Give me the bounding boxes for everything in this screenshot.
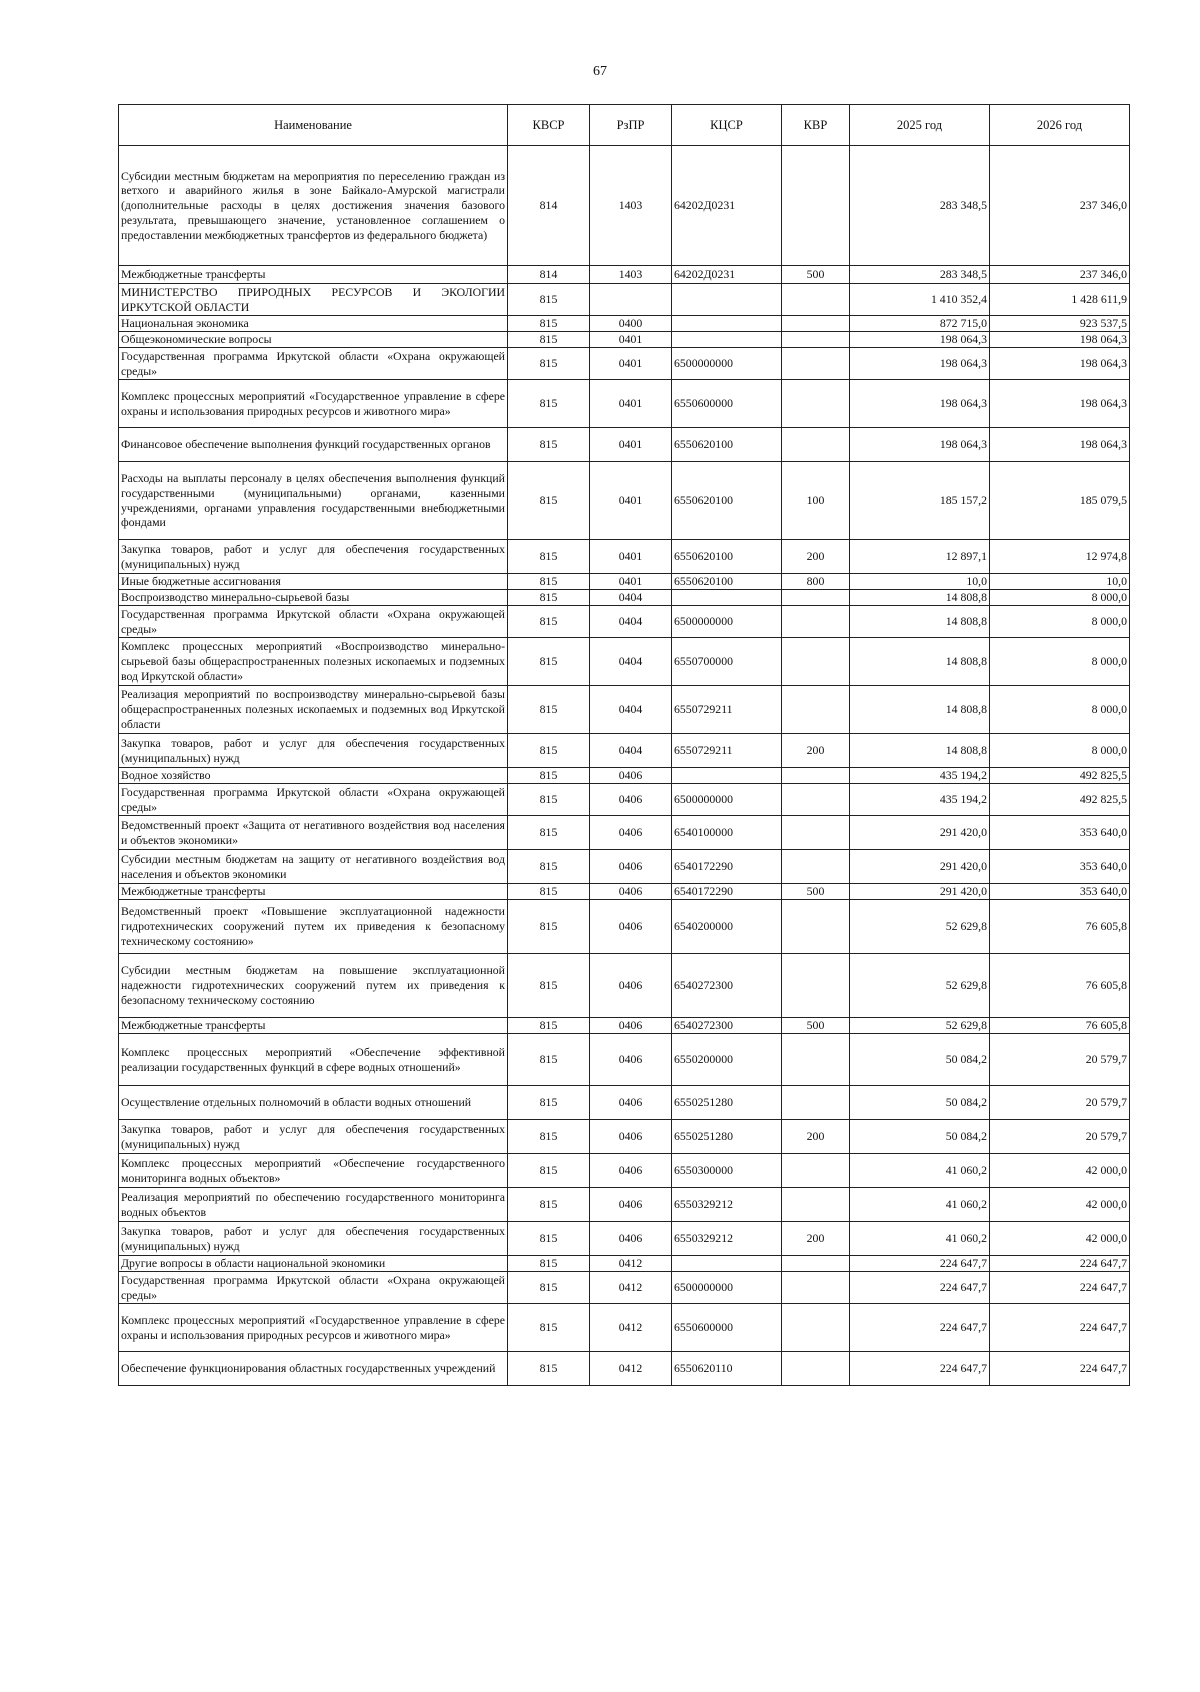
cell-kvr	[782, 316, 850, 332]
cell-kvsr: 814	[508, 146, 590, 266]
cell-2025: 224 647,7	[850, 1352, 990, 1386]
table-row	[119, 900, 1130, 954]
cell-2025: 10,0	[850, 574, 990, 590]
cell-rzpr: 0404	[590, 606, 672, 638]
cell-rzpr: 0412	[590, 1304, 672, 1352]
cell-kcsr: 6550300000	[672, 1154, 782, 1188]
cell-rzpr: 0406	[590, 1188, 672, 1222]
cell-kcsr: 6550700000	[672, 638, 782, 686]
cell-2025: 224 647,7	[850, 1304, 990, 1352]
cell-kvsr: 815	[508, 850, 590, 884]
cell-kcsr: 6540272300	[672, 954, 782, 1018]
cell-kvsr: 815	[508, 1120, 590, 1154]
cell-2025: 14 808,8	[850, 590, 990, 606]
cell-kcsr	[672, 590, 782, 606]
cell-rzpr: 0406	[590, 768, 672, 784]
cell-kcsr	[672, 332, 782, 348]
cell-2026: 185 079,5	[990, 462, 1130, 540]
table-row	[119, 1304, 1130, 1352]
cell-kvsr: 815	[508, 428, 590, 462]
table-row	[119, 266, 1130, 284]
cell-kvr: 100	[782, 462, 850, 540]
cell-kcsr: 6540172290	[672, 850, 782, 884]
cell-rzpr: 0406	[590, 900, 672, 954]
cell-rzpr: 0412	[590, 1352, 672, 1386]
cell-2025: 291 420,0	[850, 850, 990, 884]
cell-kvr: 500	[782, 1018, 850, 1034]
cell-name: Закупка товаров, работ и услуг для обеспечения государственных (муниципальных) нужд	[119, 1120, 508, 1154]
cell-kvsr: 815	[508, 590, 590, 606]
cell-rzpr: 0406	[590, 1034, 672, 1086]
cell-kcsr: 6550620110	[672, 1352, 782, 1386]
table-row	[119, 146, 1130, 266]
cell-name: Комплекс процессных мероприятий «Государственное управление в сфере охраны и использования природных ресурсов и животного мира»	[119, 1304, 508, 1352]
cell-2026: 237 346,0	[990, 266, 1130, 284]
table-row	[119, 768, 1130, 784]
table-row	[119, 734, 1130, 768]
cell-kvsr: 815	[508, 954, 590, 1018]
cell-kvsr: 815	[508, 1256, 590, 1272]
cell-2026: 76 605,8	[990, 954, 1130, 1018]
cell-kvr: 500	[782, 266, 850, 284]
cell-rzpr: 1403	[590, 266, 672, 284]
cell-kvr	[782, 1034, 850, 1086]
table-row	[119, 284, 1130, 316]
cell-2026: 237 346,0	[990, 146, 1130, 266]
cell-2026: 224 647,7	[990, 1352, 1130, 1386]
cell-2026: 8 000,0	[990, 686, 1130, 734]
header-kcsr: КЦСР	[672, 105, 782, 146]
cell-kvr	[782, 1188, 850, 1222]
cell-name: Воспроизводство минерально-сырьевой базы	[119, 590, 508, 606]
cell-kvsr: 815	[508, 686, 590, 734]
cell-kvr	[782, 1352, 850, 1386]
cell-kvr: 200	[782, 1222, 850, 1256]
table-row	[119, 348, 1130, 380]
cell-rzpr: 0401	[590, 574, 672, 590]
cell-rzpr: 0406	[590, 1154, 672, 1188]
cell-name: Государственная программа Иркутской области «Охрана окружающей среды»	[119, 606, 508, 638]
cell-2025: 41 060,2	[850, 1222, 990, 1256]
cell-name: Реализация мероприятий по воспроизводству минерально-сырьевой базы общераспространенных полезных ископаемых и подземных вод Иркутской области	[119, 686, 508, 734]
cell-kvsr: 815	[508, 1188, 590, 1222]
cell-kcsr: 6550620100	[672, 540, 782, 574]
cell-kvr	[782, 850, 850, 884]
cell-kcsr: 6550600000	[672, 380, 782, 428]
cell-2025: 435 194,2	[850, 784, 990, 816]
cell-2026: 20 579,7	[990, 1034, 1130, 1086]
cell-kvr	[782, 816, 850, 850]
cell-name: МИНИСТЕРСТВО ПРИРОДНЫХ РЕСУРСОВ И ЭКОЛОГИИ ИРКУТСКОЙ ОБЛАСТИ	[119, 284, 508, 316]
cell-2026: 8 000,0	[990, 638, 1130, 686]
cell-2026: 224 647,7	[990, 1272, 1130, 1304]
cell-name: Комплекс процессных мероприятий «Воспроизводство минерально-сырьевой базы общераспространенных полезных ископаемых и подземных вод Иркутской области»	[119, 638, 508, 686]
cell-kvr: 500	[782, 884, 850, 900]
cell-kvr: 200	[782, 540, 850, 574]
cell-kcsr: 6550620100	[672, 462, 782, 540]
table-row	[119, 784, 1130, 816]
cell-name: Субсидии местным бюджетам на защиту от негативного воздействия вод населения и объектов экономики	[119, 850, 508, 884]
cell-2025: 198 064,3	[850, 348, 990, 380]
cell-2025: 291 420,0	[850, 816, 990, 850]
cell-rzpr: 0406	[590, 1086, 672, 1120]
table-row	[119, 1034, 1130, 1086]
cell-kvsr: 815	[508, 1018, 590, 1034]
cell-2026: 492 825,5	[990, 768, 1130, 784]
cell-kvr	[782, 590, 850, 606]
cell-kcsr: 6550600000	[672, 1304, 782, 1352]
cell-kvr: 200	[782, 734, 850, 768]
cell-2025: 198 064,3	[850, 380, 990, 428]
cell-2026: 76 605,8	[990, 1018, 1130, 1034]
cell-kvr	[782, 900, 850, 954]
header-2026: 2026 год	[990, 105, 1130, 146]
cell-kvsr: 815	[508, 884, 590, 900]
cell-2026: 492 825,5	[990, 784, 1130, 816]
cell-2026: 42 000,0	[990, 1154, 1130, 1188]
cell-rzpr: 0400	[590, 316, 672, 332]
cell-kcsr: 6550329212	[672, 1222, 782, 1256]
cell-kvsr: 815	[508, 332, 590, 348]
cell-2025: 14 808,8	[850, 606, 990, 638]
cell-kcsr: 6500000000	[672, 1272, 782, 1304]
cell-2026: 76 605,8	[990, 900, 1130, 954]
cell-name: Закупка товаров, работ и услуг для обеспечения государственных (муниципальных) нужд	[119, 734, 508, 768]
cell-kvsr: 814	[508, 266, 590, 284]
cell-2026: 198 064,3	[990, 348, 1130, 380]
cell-name: Финансовое обеспечение выполнения функций государственных органов	[119, 428, 508, 462]
cell-kvsr: 815	[508, 316, 590, 332]
cell-2026: 8 000,0	[990, 590, 1130, 606]
cell-name: Комплекс процессных мероприятий «Обеспечение эффективной реализации государственных функций в сфере водных отношений»	[119, 1034, 508, 1086]
cell-kcsr: 6550251280	[672, 1120, 782, 1154]
cell-name: Осуществление отдельных полномочий в области водных отношений	[119, 1086, 508, 1120]
cell-kcsr: 6550620100	[672, 428, 782, 462]
cell-rzpr: 0401	[590, 348, 672, 380]
cell-name: Водное хозяйство	[119, 768, 508, 784]
cell-2026: 224 647,7	[990, 1256, 1130, 1272]
table-row	[119, 1256, 1130, 1272]
cell-2025: 41 060,2	[850, 1154, 990, 1188]
cell-name: Общеэкономические вопросы	[119, 332, 508, 348]
cell-kvsr: 815	[508, 900, 590, 954]
cell-2025: 185 157,2	[850, 462, 990, 540]
cell-kvr	[782, 348, 850, 380]
cell-kvr	[782, 686, 850, 734]
cell-name: Субсидии местным бюджетам на повышение эксплуатационной надежности гидротехнических сооружений путем их приведения к безопасному техническому состоянию	[119, 954, 508, 1018]
cell-kvsr: 815	[508, 1352, 590, 1386]
cell-kcsr: 6550729211	[672, 686, 782, 734]
cell-2025: 872 715,0	[850, 316, 990, 332]
table-row	[119, 638, 1130, 686]
cell-kvr	[782, 606, 850, 638]
cell-kcsr: 6550200000	[672, 1034, 782, 1086]
cell-2025: 50 084,2	[850, 1120, 990, 1154]
cell-rzpr: 0406	[590, 784, 672, 816]
cell-rzpr: 0406	[590, 884, 672, 900]
table-row	[119, 332, 1130, 348]
cell-name: Реализация мероприятий по обеспечению государственного мониторинга водных объектов	[119, 1188, 508, 1222]
cell-name: Ведомственный проект «Защита от негативного воздействия вод населения и объектов экономики»	[119, 816, 508, 850]
cell-rzpr: 0412	[590, 1256, 672, 1272]
cell-2026: 20 579,7	[990, 1120, 1130, 1154]
table-row	[119, 606, 1130, 638]
cell-rzpr	[590, 284, 672, 316]
table-row	[119, 380, 1130, 428]
cell-kvsr: 815	[508, 1086, 590, 1120]
cell-kcsr	[672, 316, 782, 332]
cell-rzpr: 0401	[590, 462, 672, 540]
cell-rzpr: 0401	[590, 540, 672, 574]
cell-kvr: 800	[782, 574, 850, 590]
cell-kvr	[782, 1304, 850, 1352]
cell-kvr	[782, 784, 850, 816]
cell-kcsr: 6550620100	[672, 574, 782, 590]
cell-name: Расходы на выплаты персоналу в целях обеспечения выполнения функций государственными (муниципальными) органами, казенными учреждениями, органами управления государственными внебюджетными фондами	[119, 462, 508, 540]
cell-name: Комплекс процессных мероприятий «Обеспечение государственного мониторинга водных объектов»	[119, 1154, 508, 1188]
table-row	[119, 462, 1130, 540]
cell-name: Иные бюджетные ассигнования	[119, 574, 508, 590]
cell-kvr	[782, 380, 850, 428]
cell-rzpr: 0404	[590, 590, 672, 606]
cell-2026: 8 000,0	[990, 606, 1130, 638]
cell-name: Межбюджетные трансферты	[119, 266, 508, 284]
cell-rzpr: 0401	[590, 332, 672, 348]
cell-name: Комплекс процессных мероприятий «Государственное управление в сфере охраны и использования природных ресурсов и животного мира»	[119, 380, 508, 428]
cell-2025: 14 808,8	[850, 638, 990, 686]
table-row	[119, 1222, 1130, 1256]
cell-kcsr: 6500000000	[672, 348, 782, 380]
cell-rzpr: 0406	[590, 1222, 672, 1256]
table-row	[119, 884, 1130, 900]
table-row	[119, 1018, 1130, 1034]
cell-kvsr: 815	[508, 348, 590, 380]
cell-kcsr	[672, 284, 782, 316]
cell-2025: 50 084,2	[850, 1034, 990, 1086]
header-row	[119, 105, 1130, 146]
cell-2025: 435 194,2	[850, 768, 990, 784]
cell-kcsr: 6550729211	[672, 734, 782, 768]
cell-2026: 42 000,0	[990, 1222, 1130, 1256]
cell-kvsr: 815	[508, 380, 590, 428]
cell-rzpr: 0406	[590, 816, 672, 850]
cell-2026: 198 064,3	[990, 428, 1130, 462]
cell-kvsr: 815	[508, 284, 590, 316]
cell-kcsr: 6540272300	[672, 1018, 782, 1034]
cell-name: Государственная программа Иркутской области «Охрана окружающей среды»	[119, 1272, 508, 1304]
cell-2026: 923 537,5	[990, 316, 1130, 332]
cell-rzpr: 0412	[590, 1272, 672, 1304]
cell-2026: 8 000,0	[990, 734, 1130, 768]
cell-2025: 52 629,8	[850, 900, 990, 954]
cell-2025: 52 629,8	[850, 954, 990, 1018]
header-name: Наименование	[119, 105, 508, 146]
cell-kvsr: 815	[508, 540, 590, 574]
cell-kcsr: 6540172290	[672, 884, 782, 900]
cell-kcsr	[672, 768, 782, 784]
cell-name: Закупка товаров, работ и услуг для обеспечения государственных (муниципальных) нужд	[119, 1222, 508, 1256]
cell-name: Ведомственный проект «Повышение эксплуатационной надежности гидротехнических сооружений путем их приведения к безопасному техническому состоянию»	[119, 900, 508, 954]
budget-table	[118, 104, 1130, 1386]
cell-kvr	[782, 1086, 850, 1120]
table-body	[119, 146, 1130, 1386]
cell-kcsr: 6540100000	[672, 816, 782, 850]
cell-kvsr: 815	[508, 638, 590, 686]
cell-name: Обеспечение функционирования областных государственных учреждений	[119, 1352, 508, 1386]
cell-rzpr: 0406	[590, 1120, 672, 1154]
cell-2025: 283 348,5	[850, 266, 990, 284]
cell-kvr	[782, 146, 850, 266]
table-row	[119, 1188, 1130, 1222]
cell-2025: 291 420,0	[850, 884, 990, 900]
cell-2026: 42 000,0	[990, 1188, 1130, 1222]
table-row	[119, 540, 1130, 574]
cell-kvr: 200	[782, 1120, 850, 1154]
cell-2026: 10,0	[990, 574, 1130, 590]
cell-name: Закупка товаров, работ и услуг для обеспечения государственных (муниципальных) нужд	[119, 540, 508, 574]
cell-kcsr: 6500000000	[672, 784, 782, 816]
cell-2025: 198 064,3	[850, 428, 990, 462]
cell-name: Национальная экономика	[119, 316, 508, 332]
cell-kvsr: 815	[508, 1154, 590, 1188]
cell-kcsr: 64202Д0231	[672, 266, 782, 284]
cell-kvsr: 815	[508, 574, 590, 590]
cell-2026: 1 428 611,9	[990, 284, 1130, 316]
cell-kvr	[782, 1256, 850, 1272]
table-row	[119, 1120, 1130, 1154]
cell-2026: 353 640,0	[990, 884, 1130, 900]
cell-2025: 14 808,8	[850, 734, 990, 768]
cell-kcsr: 6540200000	[672, 900, 782, 954]
cell-kcsr: 6550251280	[672, 1086, 782, 1120]
cell-name: Государственная программа Иркутской области «Охрана окружающей среды»	[119, 348, 508, 380]
header-kvr: КВР	[782, 105, 850, 146]
cell-kvsr: 815	[508, 734, 590, 768]
cell-2025: 224 647,7	[850, 1272, 990, 1304]
cell-kvsr: 815	[508, 768, 590, 784]
cell-rzpr: 0401	[590, 428, 672, 462]
table-row	[119, 1086, 1130, 1120]
cell-kvsr: 815	[508, 1304, 590, 1352]
table-row	[119, 1272, 1130, 1304]
cell-kvsr: 815	[508, 1222, 590, 1256]
page-number: 67	[593, 64, 607, 79]
cell-name: Межбюджетные трансферты	[119, 884, 508, 900]
cell-kvr	[782, 638, 850, 686]
table-row	[119, 428, 1130, 462]
cell-2025: 1 410 352,4	[850, 284, 990, 316]
cell-kvr	[782, 954, 850, 1018]
cell-2026: 12 974,8	[990, 540, 1130, 574]
cell-kcsr	[672, 1256, 782, 1272]
cell-2025: 14 808,8	[850, 686, 990, 734]
cell-name: Межбюджетные трансферты	[119, 1018, 508, 1034]
cell-2026: 353 640,0	[990, 816, 1130, 850]
table-row	[119, 1154, 1130, 1188]
cell-2026: 198 064,3	[990, 380, 1130, 428]
cell-name: Субсидии местным бюджетам на мероприятия по переселению граждан из ветхого и аварийного жилья в зоне Байкало-Амурской магистрали (дополнительные расходы в целях достижения значения базового результата, превышающего значение, установленное соглашением о предоставлении межбюджетных трансфертов из федерального бюджета)	[119, 146, 508, 266]
cell-rzpr: 0404	[590, 686, 672, 734]
cell-kvr	[782, 768, 850, 784]
cell-name: Другие вопросы в области национальной экономики	[119, 1256, 508, 1272]
cell-2026: 20 579,7	[990, 1086, 1130, 1120]
cell-2025: 41 060,2	[850, 1188, 990, 1222]
cell-kvr	[782, 284, 850, 316]
cell-kvr	[782, 1154, 850, 1188]
table-row	[119, 316, 1130, 332]
cell-kvr	[782, 1272, 850, 1304]
header-rzpr: РзПР	[590, 105, 672, 146]
table-row	[119, 590, 1130, 606]
cell-kvsr: 815	[508, 1034, 590, 1086]
cell-kcsr: 64202Д0231	[672, 146, 782, 266]
cell-rzpr: 0404	[590, 734, 672, 768]
cell-2025: 224 647,7	[850, 1256, 990, 1272]
cell-kcsr: 6500000000	[672, 606, 782, 638]
header-kvsr: КВСР	[508, 105, 590, 146]
table-row	[119, 686, 1130, 734]
cell-rzpr: 0401	[590, 380, 672, 428]
table-row	[119, 1352, 1130, 1386]
header-2025: 2025 год	[850, 105, 990, 146]
table-row	[119, 850, 1130, 884]
table-row	[119, 574, 1130, 590]
table-row	[119, 816, 1130, 850]
cell-kvsr: 815	[508, 784, 590, 816]
cell-2025: 50 084,2	[850, 1086, 990, 1120]
table-header	[119, 105, 1130, 146]
cell-rzpr: 0406	[590, 1018, 672, 1034]
cell-rzpr: 0404	[590, 638, 672, 686]
cell-2026: 224 647,7	[990, 1304, 1130, 1352]
cell-kvsr: 815	[508, 462, 590, 540]
cell-rzpr: 1403	[590, 146, 672, 266]
cell-kvr	[782, 332, 850, 348]
cell-2025: 198 064,3	[850, 332, 990, 348]
cell-name: Государственная программа Иркутской области «Охрана окружающей среды»	[119, 784, 508, 816]
cell-2026: 198 064,3	[990, 332, 1130, 348]
cell-rzpr: 0406	[590, 850, 672, 884]
cell-kvsr: 815	[508, 606, 590, 638]
cell-2025: 52 629,8	[850, 1018, 990, 1034]
cell-2025: 12 897,1	[850, 540, 990, 574]
cell-kvsr: 815	[508, 1272, 590, 1304]
cell-kvsr: 815	[508, 816, 590, 850]
cell-rzpr: 0406	[590, 954, 672, 1018]
cell-2025: 283 348,5	[850, 146, 990, 266]
cell-2026: 353 640,0	[990, 850, 1130, 884]
table-row	[119, 954, 1130, 1018]
cell-kcsr: 6550329212	[672, 1188, 782, 1222]
cell-kvr	[782, 428, 850, 462]
